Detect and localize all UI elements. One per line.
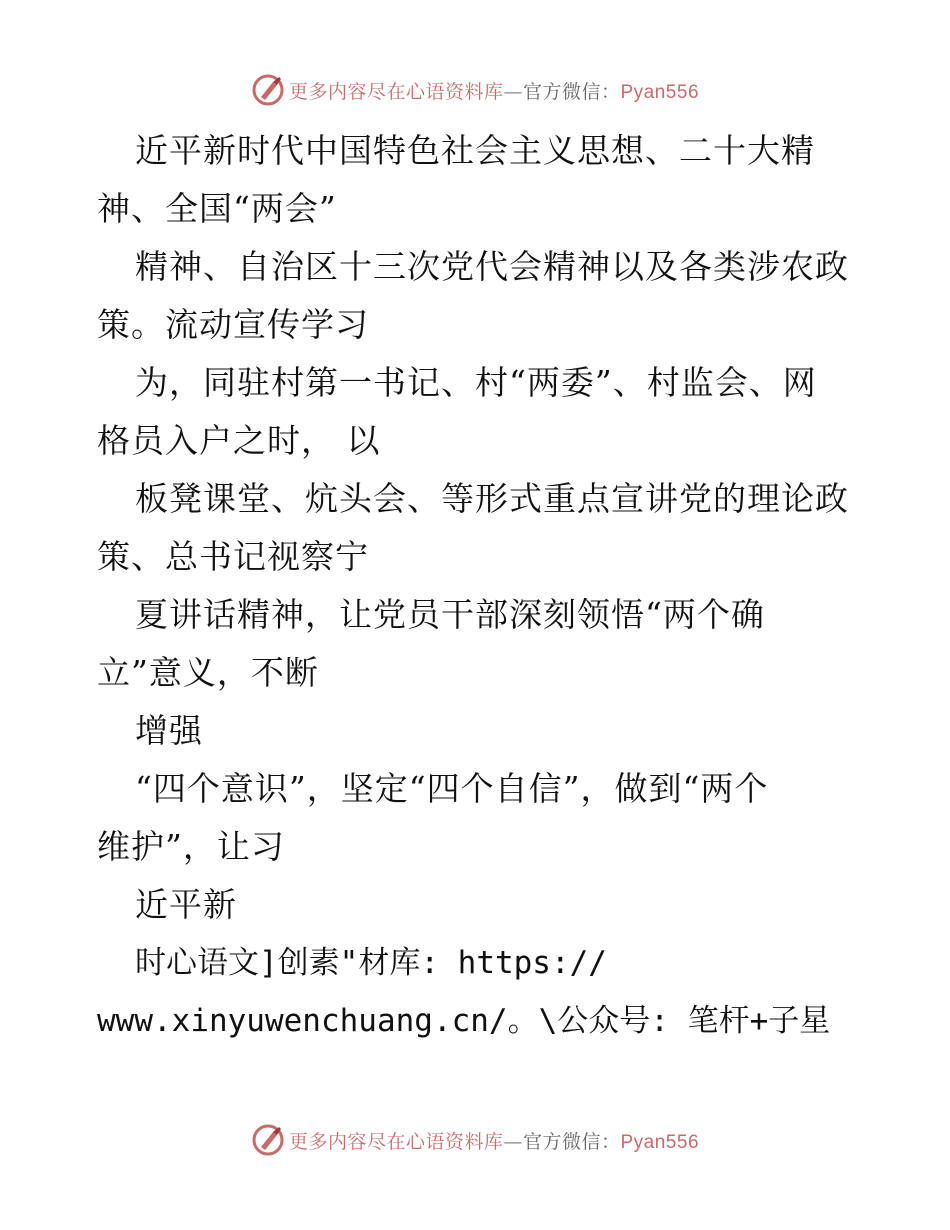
header-banner: [0, 70, 950, 110]
body-line: 精神、自治区十三次党代会精神以及各类涉农政: [135, 247, 849, 286]
header-wechat-id: Pyan556: [620, 81, 700, 103]
header-banner-text: [289, 77, 699, 104]
footer-wechat-label: 官方微信：: [522, 1130, 621, 1153]
body-line: 策、总书记视察宁: [97, 537, 369, 576]
body-line: 夏讲话精神，让党员干部深刻领悟“两个确: [135, 595, 765, 634]
document-body: [97, 122, 857, 1050]
body-line: 近平新: [135, 885, 237, 924]
header-dash: —: [503, 80, 523, 103]
body-line: 板凳课堂、炕头会、等形式重点宣讲党的理论政: [135, 479, 849, 518]
body-line: 增强: [135, 711, 203, 750]
body-line: “四个意识”，坚定“四个自信”，做到“两个: [135, 769, 769, 808]
pen-nib-logo-icon: [251, 1123, 285, 1157]
body-line: 神、全国“两会”: [97, 189, 337, 228]
pen-nib-logo-icon: [251, 73, 285, 107]
footer-site-text: 更多内容尽在心语资料库: [288, 1130, 504, 1153]
body-line: 为，同驻村第一书记、村“两委”、村监会、网: [135, 363, 817, 402]
body-line: www.xinyuwenchuang.cn/。\公众号: 笔杆+子星: [97, 1003, 831, 1039]
footer-banner-text: [289, 1127, 699, 1154]
header-wechat-label: 官方微信：: [522, 80, 621, 103]
body-line: 立”意义，不断: [97, 653, 319, 692]
body-line: 策。流动宣传学习: [97, 305, 369, 344]
footer-wechat-id: Pyan556: [620, 1131, 700, 1153]
body-line: 时心语文]创素"材库: https://: [135, 945, 607, 981]
footer-banner: [0, 1120, 950, 1160]
header-site-text: 更多内容尽在心语资料库: [288, 80, 504, 103]
footer-dash: —: [503, 1130, 523, 1153]
body-line: 格员入户之时， 以: [97, 421, 381, 460]
body-line: 近平新时代中国特色社会主义思想、二十大精: [135, 131, 815, 170]
body-line: 维护”，让习: [97, 827, 285, 866]
